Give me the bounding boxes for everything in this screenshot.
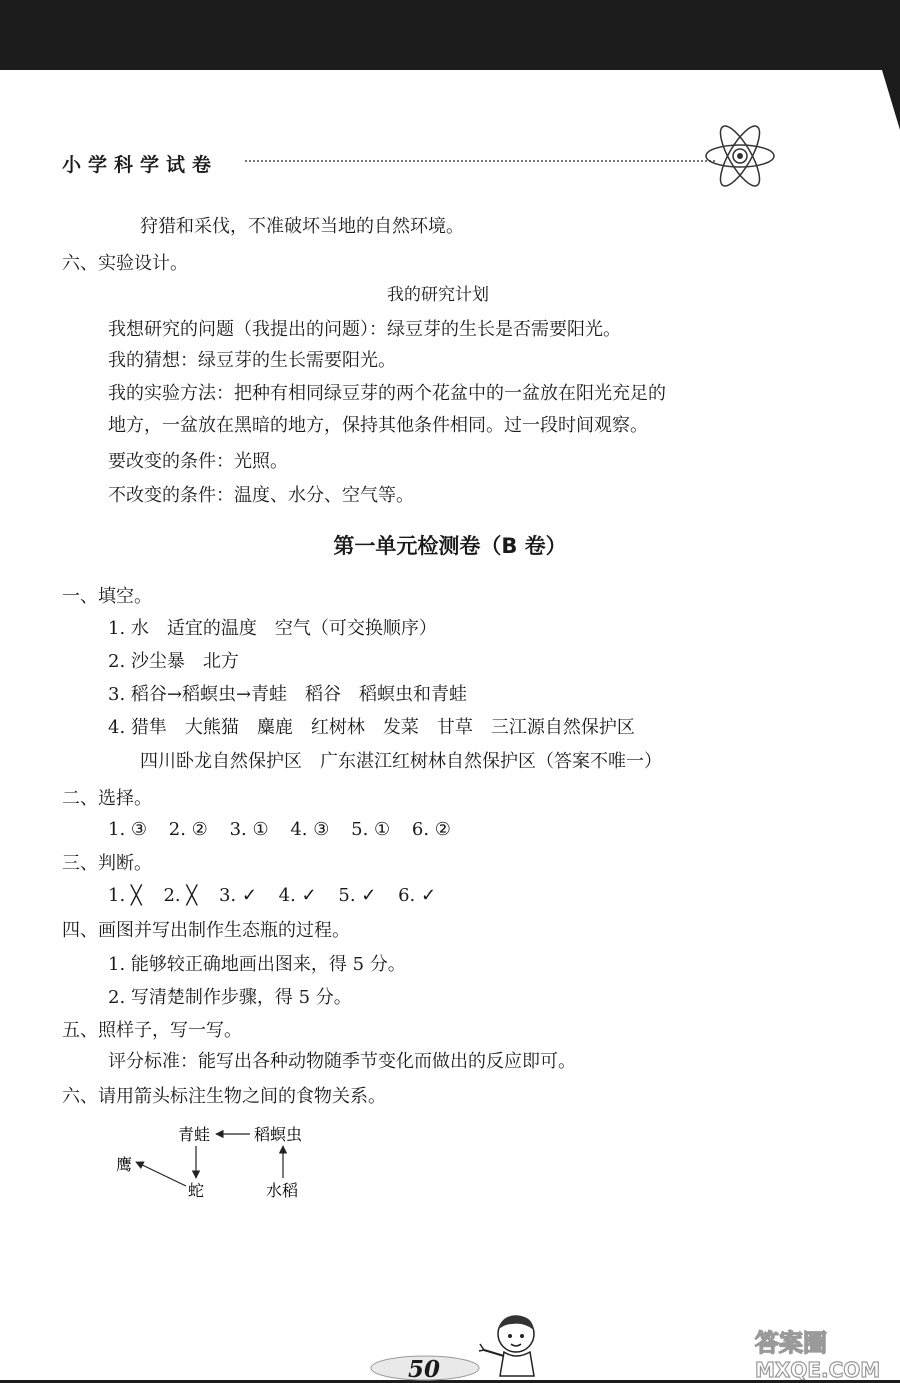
s3-answer: 2. ╳ [163, 885, 198, 906]
s1-heading: 一、填空。 [62, 586, 152, 607]
s2-answer: 3. ① [229, 819, 269, 840]
plan-line: 不改变的条件：温度、水分、空气等。 [108, 485, 414, 506]
s3-answers [108, 884, 452, 908]
s1-item: 4. 猎隼 大熊猫 麋鹿 红树林 发菜 甘草 三江源自然保护区 [108, 717, 635, 738]
s3-answer: 5. ✓ [338, 885, 377, 906]
plan-line: 我想研究的问题（我提出的问题）：绿豆芽的生长是否需要阳光。 [108, 319, 621, 340]
q6-heading: 六、实验设计。 [62, 253, 188, 274]
s3-answer: 3. ✓ [218, 885, 257, 906]
continuation-line: 狩猎和采伐，不准破坏当地的自然环境。 [140, 216, 464, 237]
s2-answer: 2. ② [168, 819, 208, 840]
watermark-text-url: MXQE.COM [755, 1358, 881, 1380]
unit-test-title: 第一单元检测卷（B 卷） [333, 534, 567, 558]
node-eagle: 鹰 [116, 1155, 133, 1174]
plan-title: 我的研究计划 [387, 285, 489, 305]
s2-answer: 6. ② [411, 819, 451, 840]
plan-line: 我的实验方法：把种有相同绿豆芽的两个花盆中的一盆放在阳光充足的 [108, 383, 666, 404]
node-frog: 青蛙 [178, 1125, 211, 1144]
plan-line: 我的猜想：绿豆芽的生长需要阳光。 [108, 350, 396, 371]
boy-mascot-icon [478, 1310, 550, 1380]
food-web-diagram [100, 1120, 360, 1210]
plan-line: 要改变的条件：光照。 [108, 451, 288, 472]
arrow-snake-to-eagle [136, 1162, 186, 1186]
s4-item: 2. 写清楚制作步骤，得 5 分。 [108, 987, 352, 1008]
atom-icon [700, 118, 780, 193]
header-divider [245, 160, 715, 162]
s2-answer: 4. ③ [290, 819, 330, 840]
s5-heading: 五、照样子，写一写。 [62, 1020, 242, 1041]
watermark-text-cn: 答案圈 [755, 1328, 827, 1357]
header-title: 小学科学试卷 [62, 154, 219, 176]
page-number: 50 [408, 1356, 441, 1383]
s1-item: 四川卧龙自然保护区 广东湛江红树林自然保护区（答案不唯一） [140, 751, 662, 772]
s3-answer: 4. ✓ [278, 885, 317, 906]
s3-heading: 三、判断。 [62, 853, 152, 874]
s3-answer: 6. ✓ [398, 885, 437, 906]
s4-heading: 四、画图并写出制作生态瓶的过程。 [62, 920, 350, 941]
s1-item: 1. 水 适宜的温度 空气（可交换顺序） [108, 618, 437, 639]
s2-answer: 5. ① [351, 819, 391, 840]
s2-answers [108, 818, 467, 842]
s5-item: 评分标准：能写出各种动物随季节变化而做出的反应即可。 [108, 1051, 576, 1072]
s6-heading: 六、请用箭头标注生物之间的食物关系。 [62, 1086, 386, 1107]
node-rice: 水稻 [266, 1181, 299, 1200]
s2-answer: 1. ③ [108, 819, 148, 840]
s1-item: 3. 稻谷→稻螟虫→青蛙 稻谷 稻螟虫和青蛙 [108, 684, 468, 705]
s2-heading: 二、选择。 [62, 788, 152, 809]
page-fold-corner [882, 70, 900, 130]
s4-item: 1. 能够较正确地画出图来，得 5 分。 [108, 954, 406, 975]
s3-answer: 1. ╳ [108, 885, 142, 906]
node-borer: 稻螟虫 [254, 1125, 303, 1144]
watermark-logo [750, 1325, 895, 1380]
node-snake: 蛇 [188, 1181, 205, 1200]
plan-line: 地方，一盆放在黑暗的地方，保持其他条件相同。过一段时间观察。 [108, 415, 648, 436]
s1-item: 2. 沙尘暴 北方 [108, 651, 239, 672]
